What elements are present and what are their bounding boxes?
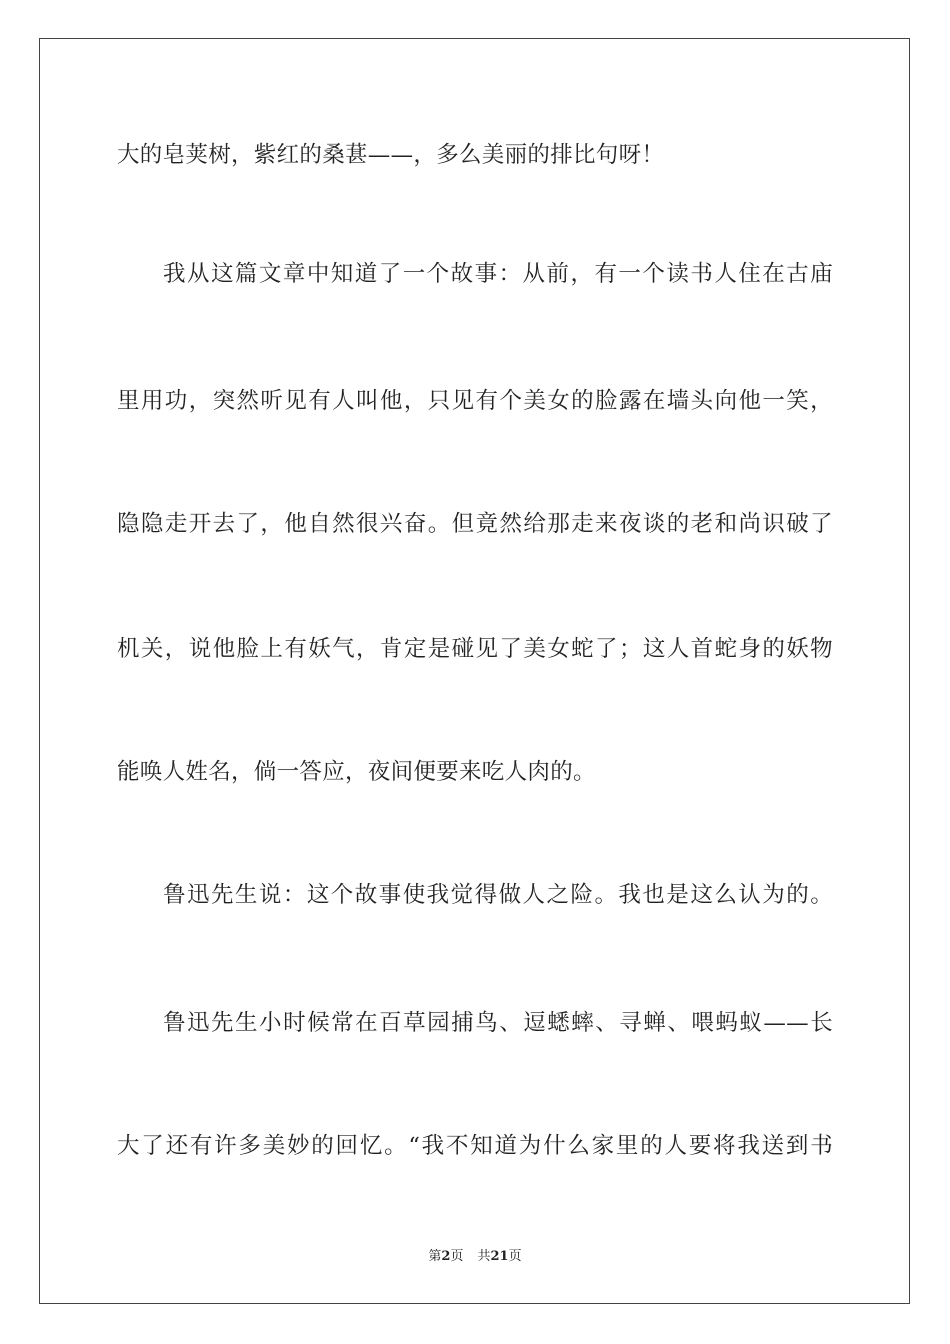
total-prefix: 共 [477, 1249, 491, 1264]
text-line-4: 隐隐走开去了，他自然很兴奋。但竟然给那走来夜谈的老和尚识破了 [117, 511, 833, 537]
text-line-3: 里用功，突然听见有人叫他，只见有个美女的脸露在墙头向他一笑， [117, 388, 833, 414]
text-line-8: 鲁迅先生小时候常在百草园捕鸟、逗蟋蟀、寻蝉、喂蚂蚁——长 [163, 1010, 833, 1036]
page-suffix: 页 [450, 1249, 464, 1264]
text-line-2: 我从这篇文章中知道了一个故事：从前，有一个读书人住在古庙 [163, 261, 833, 287]
text-line-6: 能唤人姓名，倘一答应，夜间便要来吃人肉的。 [117, 759, 596, 785]
page-prefix: 第 [428, 1249, 442, 1264]
text-line-9: 大了还有许多美妙的回忆。“我不知道为什么家里的人要将我送到书 [117, 1133, 833, 1159]
total-suffix: 页 [508, 1249, 522, 1264]
text-line-5: 机关，说他脸上有妖气，肯定是碰见了美女蛇了；这人首蛇身的妖物 [117, 636, 833, 662]
page-border [39, 38, 910, 1304]
text-line-7: 鲁迅先生说：这个故事使我觉得做人之险。我也是这么认为的。 [163, 882, 833, 908]
page-footer [0, 1248, 950, 1266]
text-line-1: 大的皂荚树，紫红的桑葚——，多么美丽的排比句呀！ [117, 142, 665, 168]
page-number: 2 [441, 1249, 451, 1264]
total-pages: 21 [490, 1249, 509, 1264]
